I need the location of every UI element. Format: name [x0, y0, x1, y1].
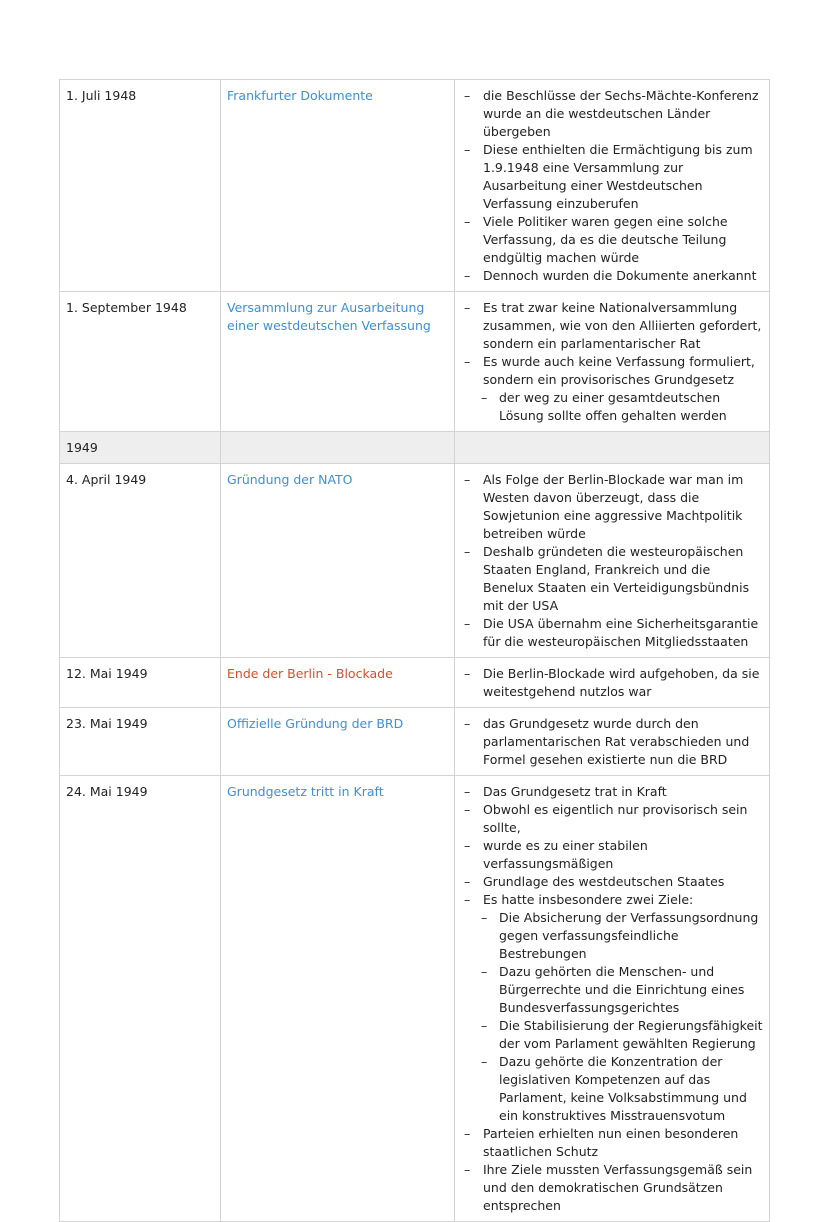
- bullet-item: – Dennoch wurden die Dokumente anerkannt: [461, 267, 763, 285]
- timeline-table: [59, 79, 770, 1222]
- bullet-item: – Ihre Ziele mussten Verfassungsgemäß sein und den demokratischen Grundsätzen entsprechen: [461, 1161, 763, 1215]
- event-title: Grundgesetz tritt in Kraft: [227, 784, 384, 799]
- bullet-item: – Deshalb gründeten die westeuropäischen Staaten England, Frankreich und die Benelux Staaten ein Verteidigungsbündnis mit der USA: [461, 543, 763, 615]
- year-cell: 1949: [60, 432, 221, 464]
- bullet-item: – Das Grundgesetz trat in Kraft: [461, 783, 763, 801]
- bullet-item: – Viele Politiker waren gegen eine solche Verfassung, da es die deutsche Teilung endgültig machen würde: [461, 213, 763, 267]
- bullet-item: – die Beschlüsse der Sechs-Mächte-Konferenz wurde an die westdeutschen Länder übergeben: [461, 87, 763, 141]
- event-title: Gründung der NATO: [227, 472, 353, 487]
- notes-cell: [455, 708, 770, 776]
- sub-bullet-item: – Die Stabilisierung der Regierungsfähigkeit der vom Parlament gewählten Regierung: [461, 1017, 763, 1053]
- year-empty-cell: [221, 432, 455, 464]
- date-cell: 24. Mai 1949: [60, 776, 221, 1222]
- event-cell: [221, 80, 455, 292]
- bullet-item: – das Grundgesetz wurde durch den parlamentarischen Rat verabschieden und Formel gesehen existierte nun die BRD: [461, 715, 763, 769]
- bullet-item: – Die Berlin-Blockade wird aufgehoben, da sie weitestgehend nutzlos war: [461, 665, 763, 701]
- event-cell: [221, 292, 455, 432]
- event-cell: [221, 708, 455, 776]
- notes-list: [461, 471, 763, 651]
- year-empty-cell: [455, 432, 770, 464]
- notes-cell: [455, 776, 770, 1222]
- event-cell: [221, 464, 455, 658]
- bullet-item: – Es trat zwar keine Nationalversammlung zusammen, wie von den Alliierten gefordert, sondern ein parlamentarischer Rat: [461, 299, 763, 353]
- notes-cell: [455, 658, 770, 708]
- sub-bullet-item: – Dazu gehörten die Menschen- und Bürgerrechte und die Einrichtung eines Bundesverfassungsgerichtes: [461, 963, 763, 1017]
- timeline-row: [60, 776, 770, 1222]
- bullet-item: – Obwohl es eigentlich nur provisorisch sein sollte,: [461, 801, 763, 837]
- notes-list: [461, 665, 763, 701]
- date-cell: 12. Mai 1949: [60, 658, 221, 708]
- timeline-body: [60, 80, 770, 1222]
- bullet-item: – Als Folge der Berlin-Blockade war man im Westen davon überzeugt, dass die Sowjetunion eine aggressive Machtpolitik betreiben würde: [461, 471, 763, 543]
- bullet-item: – Grundlage des westdeutschen Staates: [461, 873, 763, 891]
- bullet-item: – Es wurde auch keine Verfassung formuliert, sondern ein provisorisches Grundgesetz: [461, 353, 763, 389]
- event-title: Frankfurter Dokumente: [227, 88, 373, 103]
- timeline-row: [60, 464, 770, 658]
- event-cell: [221, 776, 455, 1222]
- notes-list: [461, 715, 763, 769]
- date-cell: 1. September 1948: [60, 292, 221, 432]
- notes-cell: [455, 80, 770, 292]
- bullet-item: – Die USA übernahm eine Sicherheitsgarantie für die westeuropäischen Mitgliedsstaaten: [461, 615, 763, 651]
- date-cell: 1. Juli 1948: [60, 80, 221, 292]
- date-cell: 23. Mai 1949: [60, 708, 221, 776]
- bullet-item: – wurde es zu einer stabilen verfassungsmäßigen: [461, 837, 763, 873]
- notes-list: [461, 87, 763, 285]
- bullet-item: – Diese enthielten die Ermächtigung bis zum 1.9.1948 eine Versammlung zur Ausarbeitung einer Westdeutschen Verfassung einzuberufen: [461, 141, 763, 213]
- event-title: Ende der Berlin - Blockade: [227, 666, 393, 681]
- event-cell: [221, 658, 455, 708]
- sub-bullet-item: – der weg zu einer gesamtdeutschen Lösung sollte offen gehalten werden: [461, 389, 763, 425]
- year-row: [60, 432, 770, 464]
- bullet-item: – Parteien erhielten nun einen besonderen staatlichen Schutz: [461, 1125, 763, 1161]
- event-title: Offizielle Gründung der BRD: [227, 716, 404, 731]
- sub-bullet-item: – Dazu gehörte die Konzentration der legislativen Kompetenzen auf das Parlament, keine Volksabstimmung und ein konstruktives Misstrauensvotum: [461, 1053, 763, 1125]
- timeline-row: [60, 708, 770, 776]
- notes-list: [461, 783, 763, 1215]
- date-cell: 4. April 1949: [60, 464, 221, 658]
- timeline-row: [60, 658, 770, 708]
- timeline-row: [60, 292, 770, 432]
- timeline-row: [60, 80, 770, 292]
- notes-list: [461, 299, 763, 425]
- notes-cell: [455, 292, 770, 432]
- sub-bullet-item: – Die Absicherung der Verfassungsordnung gegen verfassungsfeindliche Bestrebungen: [461, 909, 763, 963]
- event-title: Versammlung zur Ausarbeitung einer westdeutschen Verfassung: [227, 300, 431, 333]
- notes-cell: [455, 464, 770, 658]
- bullet-item: – Es hatte insbesondere zwei Ziele:: [461, 891, 763, 909]
